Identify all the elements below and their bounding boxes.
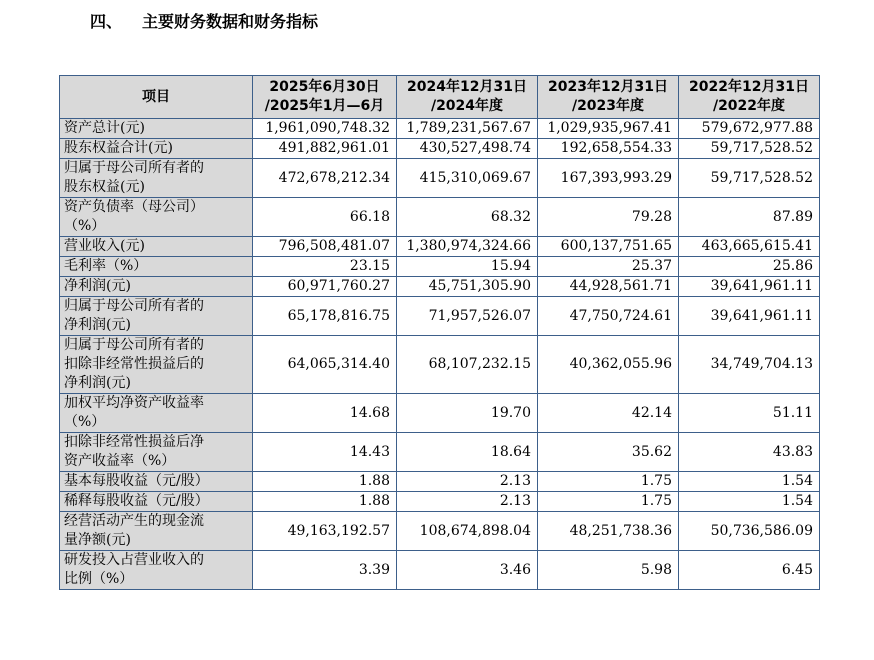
cell-value: 1,961,090,748.32 — [253, 119, 397, 139]
row-label — [60, 394, 253, 433]
cell-value: 66.18 — [253, 198, 397, 237]
cell-value: 1.88 — [253, 472, 397, 492]
row-label — [60, 551, 253, 590]
row-label-line: 净利润(元) — [64, 278, 131, 294]
header-2022 — [679, 76, 820, 119]
row-label-line: 净利润(元) — [64, 317, 131, 333]
cell-value: 192,658,554.33 — [538, 139, 679, 159]
row-label-line: 研发投入占营业收入的 — [64, 552, 204, 568]
row-label — [60, 433, 253, 472]
cell-value: 2.13 — [397, 492, 538, 512]
cell-value: 51.11 — [679, 394, 820, 433]
cell-value: 50,736,586.09 — [679, 512, 820, 551]
row-label-line: 加权平均净资产收益率 — [64, 395, 204, 411]
table-header-row — [60, 76, 820, 119]
cell-value: 79.28 — [538, 198, 679, 237]
table-row — [60, 119, 820, 139]
row-label-line: （%） — [64, 218, 106, 234]
header-line: 项目 — [142, 88, 170, 105]
table-row — [60, 198, 820, 237]
cell-value: 14.43 — [253, 433, 397, 472]
table-row — [60, 512, 820, 551]
cell-value: 3.46 — [397, 551, 538, 590]
cell-value: 68.32 — [397, 198, 538, 237]
table-row — [60, 237, 820, 257]
cell-value: 430,527,498.74 — [397, 139, 538, 159]
header-line: /2022年度 — [712, 98, 786, 114]
cell-value: 3.39 — [253, 551, 397, 590]
cell-value: 39,641,961.11 — [679, 297, 820, 336]
table-row — [60, 297, 820, 336]
table-row — [60, 472, 820, 492]
row-label-line: 比例（%） — [64, 571, 134, 587]
row-label-line: 基本每股收益（元/股） — [64, 473, 209, 489]
cell-value: 463,665,615.41 — [679, 237, 820, 257]
cell-value: 40,362,055.96 — [538, 336, 679, 394]
header-line: /2025年1月—6月 — [264, 98, 385, 114]
cell-value: 796,508,481.07 — [253, 237, 397, 257]
row-label — [60, 336, 253, 394]
cell-value: 167,393,993.29 — [538, 159, 679, 198]
header-line: 2023年12月31日 — [548, 79, 668, 95]
row-label-line: 量净额(元) — [64, 532, 131, 548]
row-label — [60, 277, 253, 297]
table-body — [60, 119, 820, 590]
row-label-line: 扣除非经常性损益后的 — [64, 356, 204, 372]
header-line: 2025年6月30日 — [269, 79, 380, 95]
cell-value: 1.54 — [679, 492, 820, 512]
row-label-line: 资产负债率（母公司） — [64, 199, 204, 215]
table-row — [60, 551, 820, 590]
header-line: /2024年度 — [430, 98, 504, 114]
row-label-line: 股东权益合计(元) — [64, 140, 173, 156]
cell-value: 47,750,724.61 — [538, 297, 679, 336]
section-title: 主要财务数据和财务指标 — [142, 12, 319, 31]
row-label — [60, 257, 253, 277]
table-row — [60, 139, 820, 159]
cell-value: 1,789,231,567.67 — [397, 119, 538, 139]
cell-value: 579,672,977.88 — [679, 119, 820, 139]
row-label-line: 归属于母公司所有者的 — [64, 298, 204, 314]
cell-value: 64,065,314.40 — [253, 336, 397, 394]
cell-value: 14.68 — [253, 394, 397, 433]
cell-value: 25.86 — [679, 257, 820, 277]
row-label — [60, 492, 253, 512]
cell-value: 35.62 — [538, 433, 679, 472]
cell-value: 5.98 — [538, 551, 679, 590]
cell-value: 25.37 — [538, 257, 679, 277]
cell-value: 1.75 — [538, 472, 679, 492]
financial-data-table — [59, 75, 820, 590]
header-2025h1 — [253, 76, 397, 119]
header-line: /2023年度 — [571, 98, 645, 114]
cell-value: 49,163,192.57 — [253, 512, 397, 551]
table-row — [60, 257, 820, 277]
section-number: 四、 — [90, 12, 123, 31]
cell-value: 1,380,974,324.66 — [397, 237, 538, 257]
cell-value: 108,674,898.04 — [397, 512, 538, 551]
row-label — [60, 237, 253, 257]
section-heading — [90, 10, 318, 34]
cell-value: 15.94 — [397, 257, 538, 277]
cell-value: 1.88 — [253, 492, 397, 512]
header-2024 — [397, 76, 538, 119]
cell-value: 19.70 — [397, 394, 538, 433]
row-label-line: 经营活动产生的现金流 — [64, 513, 204, 529]
row-label — [60, 139, 253, 159]
cell-value: 44,928,561.71 — [538, 277, 679, 297]
cell-value: 600,137,751.65 — [538, 237, 679, 257]
cell-value: 18.64 — [397, 433, 538, 472]
header-item — [60, 76, 253, 119]
row-label — [60, 198, 253, 237]
cell-value: 65,178,816.75 — [253, 297, 397, 336]
cell-value: 59,717,528.52 — [679, 159, 820, 198]
cell-value: 48,251,738.36 — [538, 512, 679, 551]
cell-value: 60,971,760.27 — [253, 277, 397, 297]
header-2023 — [538, 76, 679, 119]
cell-value: 2.13 — [397, 472, 538, 492]
cell-value: 34,749,704.13 — [679, 336, 820, 394]
row-label-line: 归属于母公司所有者的 — [64, 160, 204, 176]
row-label — [60, 297, 253, 336]
cell-value: 45,751,305.90 — [397, 277, 538, 297]
row-label-line: 股东权益(元) — [64, 179, 145, 195]
cell-value: 59,717,528.52 — [679, 139, 820, 159]
row-label — [60, 119, 253, 139]
row-label — [60, 472, 253, 492]
table-row — [60, 492, 820, 512]
row-label-line: （%） — [64, 414, 106, 430]
cell-value: 43.83 — [679, 433, 820, 472]
cell-value: 415,310,069.67 — [397, 159, 538, 198]
cell-value: 1.54 — [679, 472, 820, 492]
row-label-line: 归属于母公司所有者的 — [64, 337, 204, 353]
header-line: 2022年12月31日 — [689, 79, 809, 95]
cell-value: 6.45 — [679, 551, 820, 590]
row-label-line: 稀释每股收益（元/股） — [64, 493, 209, 509]
row-label — [60, 159, 253, 198]
cell-value: 87.89 — [679, 198, 820, 237]
cell-value: 1,029,935,967.41 — [538, 119, 679, 139]
cell-value: 42.14 — [538, 394, 679, 433]
row-label-line: 营业收入(元) — [64, 238, 145, 254]
cell-value: 23.15 — [253, 257, 397, 277]
cell-value: 472,678,212.34 — [253, 159, 397, 198]
header-line: 2024年12月31日 — [407, 79, 527, 95]
row-label-line: 净利润(元) — [64, 375, 131, 391]
table-row — [60, 433, 820, 472]
row-label-line: 资产总计(元) — [64, 120, 145, 136]
cell-value: 71,957,526.07 — [397, 297, 538, 336]
table-row — [60, 277, 820, 297]
table-row — [60, 159, 820, 198]
cell-value: 491,882,961.01 — [253, 139, 397, 159]
row-label-line: 资产收益率（%） — [64, 453, 176, 469]
table-row — [60, 394, 820, 433]
row-label-line: 扣除非经常性损益后净 — [64, 434, 204, 450]
cell-value: 68,107,232.15 — [397, 336, 538, 394]
row-label — [60, 512, 253, 551]
row-label-line: 毛利率（%） — [64, 258, 148, 274]
cell-value: 1.75 — [538, 492, 679, 512]
table-row — [60, 336, 820, 394]
cell-value: 39,641,961.11 — [679, 277, 820, 297]
